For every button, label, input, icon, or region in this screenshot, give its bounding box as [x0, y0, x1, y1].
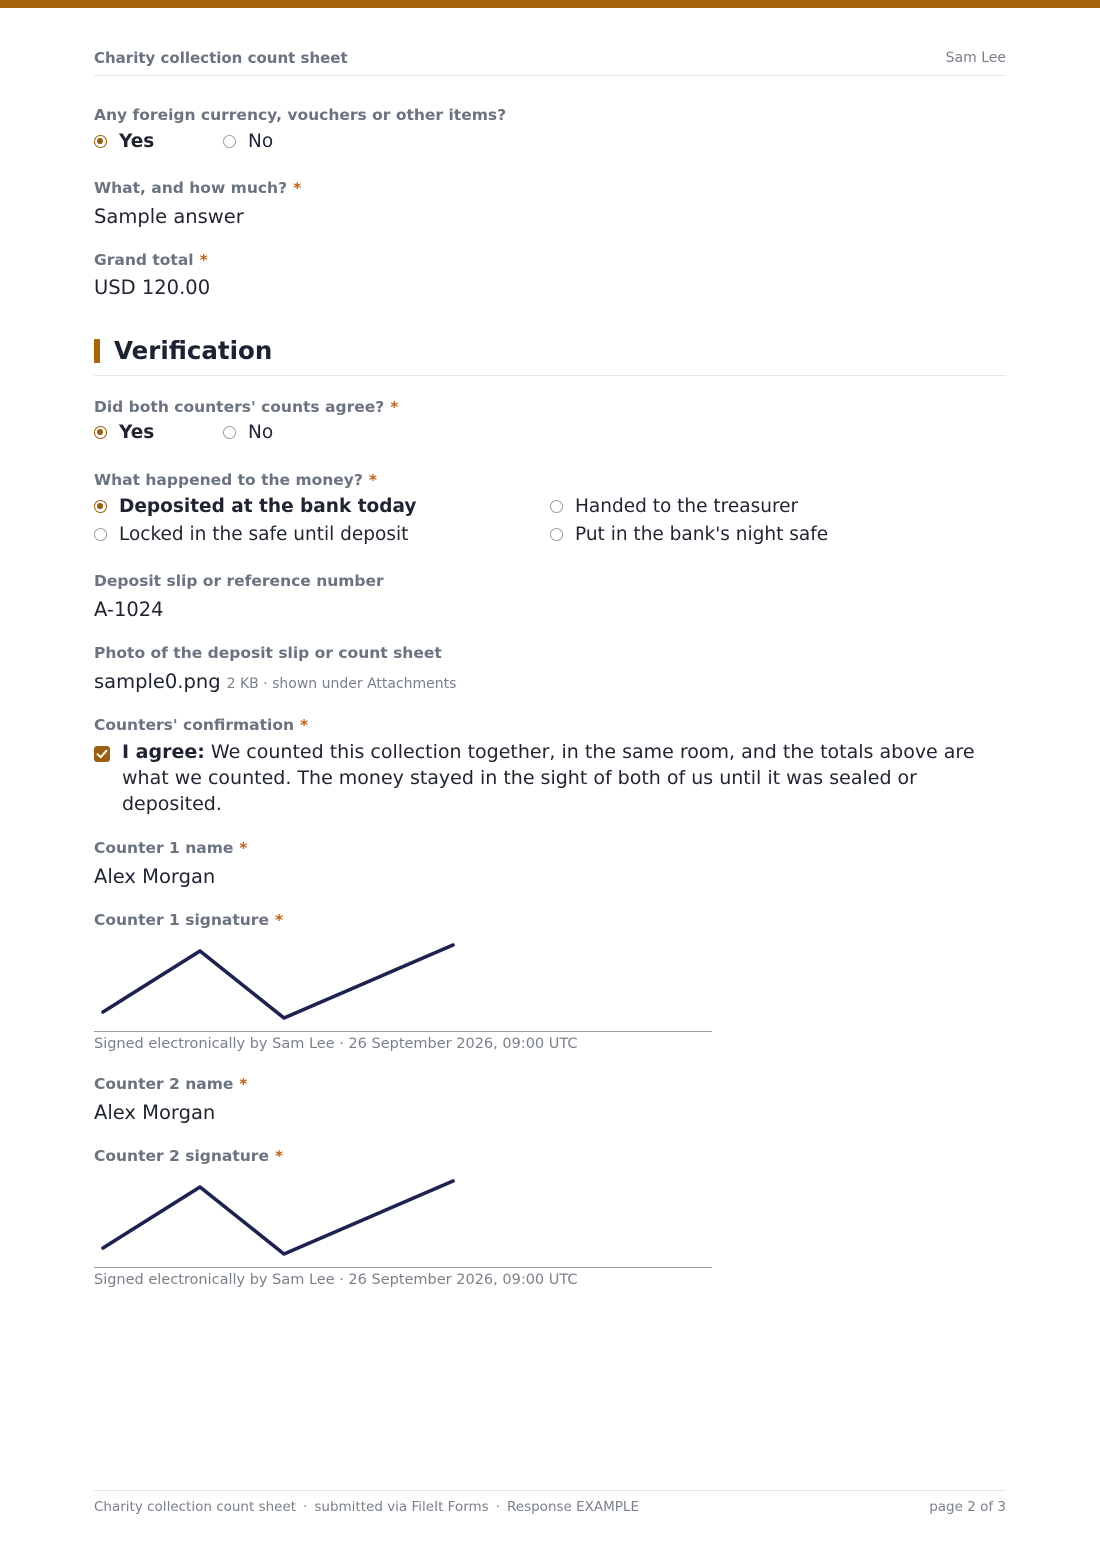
required-marker: *	[293, 179, 302, 197]
deposit-ref-label: Deposit slip or reference number	[94, 572, 384, 590]
grand-total-label	[94, 251, 208, 269]
field-label-text: Counter 2 signature	[94, 1147, 269, 1165]
agree-lead: I agree:	[122, 741, 205, 763]
form-title: Charity collection count sheet	[94, 49, 348, 67]
money-fate-option-treasurer[interactable]	[550, 496, 798, 517]
field-label-text: Counters' confirmation	[94, 716, 295, 734]
field-label-text: Grand total	[94, 251, 194, 269]
counter1-signature-label	[94, 911, 283, 929]
footer-separator: ·	[303, 1499, 308, 1515]
counter1-signature-image	[94, 938, 712, 1028]
counter2-signature-image	[94, 1174, 712, 1264]
field-label-text: Counter 1 name	[94, 839, 234, 857]
field-label-text: Counter 2 name	[94, 1075, 234, 1093]
footer-response-id: Response EXAMPLE	[507, 1499, 639, 1515]
required-marker: *	[368, 471, 377, 489]
signature-line	[94, 1267, 712, 1268]
required-marker: *	[390, 398, 399, 416]
consent-text: We counted this collection together, in the same room, and the totals above are what we counted. The money stayed in the sight of both of us until it was sealed or deposited.	[122, 741, 975, 815]
footer-submitted: submitted via FileIt Forms	[314, 1499, 489, 1515]
required-marker: *	[274, 911, 284, 929]
money-fate-option-deposited[interactable]	[94, 496, 416, 517]
attachment-meta: 2 KB · shown under Attachments	[226, 676, 457, 692]
option-label: Yes	[119, 131, 155, 152]
counter2-signature-note: Signed electronically by Sam Lee · 26 September 2026, 09:00 UTC	[94, 1272, 578, 1288]
counter2-signature-label	[94, 1147, 283, 1165]
section-title: Verification	[114, 336, 273, 365]
option-label: No	[248, 131, 274, 152]
radio-unselected-icon	[223, 426, 236, 439]
required-marker: *	[300, 716, 309, 734]
option-label: Deposited at the bank today	[119, 496, 417, 517]
option-label: No	[248, 422, 274, 443]
required-marker: *	[239, 839, 248, 857]
required-marker: *	[239, 1075, 248, 1093]
footer-divider	[94, 1490, 1006, 1491]
counts-agree-option-no[interactable]	[223, 422, 273, 443]
money-fate-label	[94, 471, 377, 489]
counter2-name-label	[94, 1075, 248, 1093]
what-how-much-value: Sample answer	[94, 205, 244, 228]
field-label-text: What happened to the money?	[94, 471, 363, 489]
photo-label: Photo of the deposit slip or count sheet	[94, 644, 442, 662]
radio-selected-icon	[94, 426, 107, 439]
foreign-items-label: Any foreign currency, vouchers or other items?	[94, 106, 507, 124]
money-fate-option-safe[interactable]	[94, 524, 408, 545]
option-label: Yes	[119, 422, 155, 443]
field-label-text: Did both counters' counts agree?	[94, 398, 385, 416]
counts-agree-label	[94, 398, 398, 416]
money-fate-option-night-safe[interactable]	[550, 524, 828, 545]
radio-unselected-icon	[223, 135, 236, 148]
option-label: Locked in the safe until deposit	[119, 524, 409, 545]
header-divider	[94, 75, 1006, 76]
checkmark-icon	[94, 746, 110, 762]
page-number: page 2 of 3	[929, 1499, 1006, 1515]
radio-selected-icon	[94, 500, 107, 513]
attachment-file	[94, 670, 456, 693]
accent-top-bar	[0, 0, 1100, 8]
deposit-ref-value: A-1024	[94, 598, 164, 621]
section-accent-bar	[94, 339, 100, 363]
grand-total-value: USD 120.00	[94, 276, 211, 299]
radio-unselected-icon	[550, 500, 563, 513]
radio-selected-icon	[94, 135, 107, 148]
counter2-name-value: Alex Morgan	[94, 1101, 216, 1124]
option-label: Put in the bank's night safe	[575, 524, 829, 545]
required-marker: *	[274, 1147, 284, 1165]
radio-unselected-icon	[550, 528, 563, 541]
footer-separator: ·	[495, 1499, 500, 1515]
consent-statement	[122, 739, 1002, 817]
footer-info	[94, 1499, 639, 1515]
foreign-items-option-no[interactable]	[223, 131, 273, 152]
option-label: Handed to the treasurer	[575, 496, 799, 517]
signature-line	[94, 1031, 712, 1032]
counter1-name-value: Alex Morgan	[94, 865, 216, 888]
respondent-name: Sam Lee	[945, 50, 1006, 66]
attachment-filename: sample0.png	[94, 670, 221, 693]
required-marker: *	[199, 251, 208, 269]
confirmation-label	[94, 716, 308, 734]
what-how-much-label	[94, 179, 301, 197]
agree-checkbox[interactable]	[94, 746, 110, 762]
radio-unselected-icon	[94, 528, 107, 541]
field-label-text: Counter 1 signature	[94, 911, 269, 929]
footer-form-name: Charity collection count sheet	[94, 1499, 297, 1515]
foreign-items-option-yes[interactable]	[94, 131, 154, 152]
counts-agree-option-yes[interactable]	[94, 422, 154, 443]
section-divider	[94, 375, 1006, 376]
counter1-signature-note: Signed electronically by Sam Lee · 26 September 2026, 09:00 UTC	[94, 1036, 578, 1052]
counter1-name-label	[94, 839, 248, 857]
field-label-text: What, and how much?	[94, 179, 288, 197]
